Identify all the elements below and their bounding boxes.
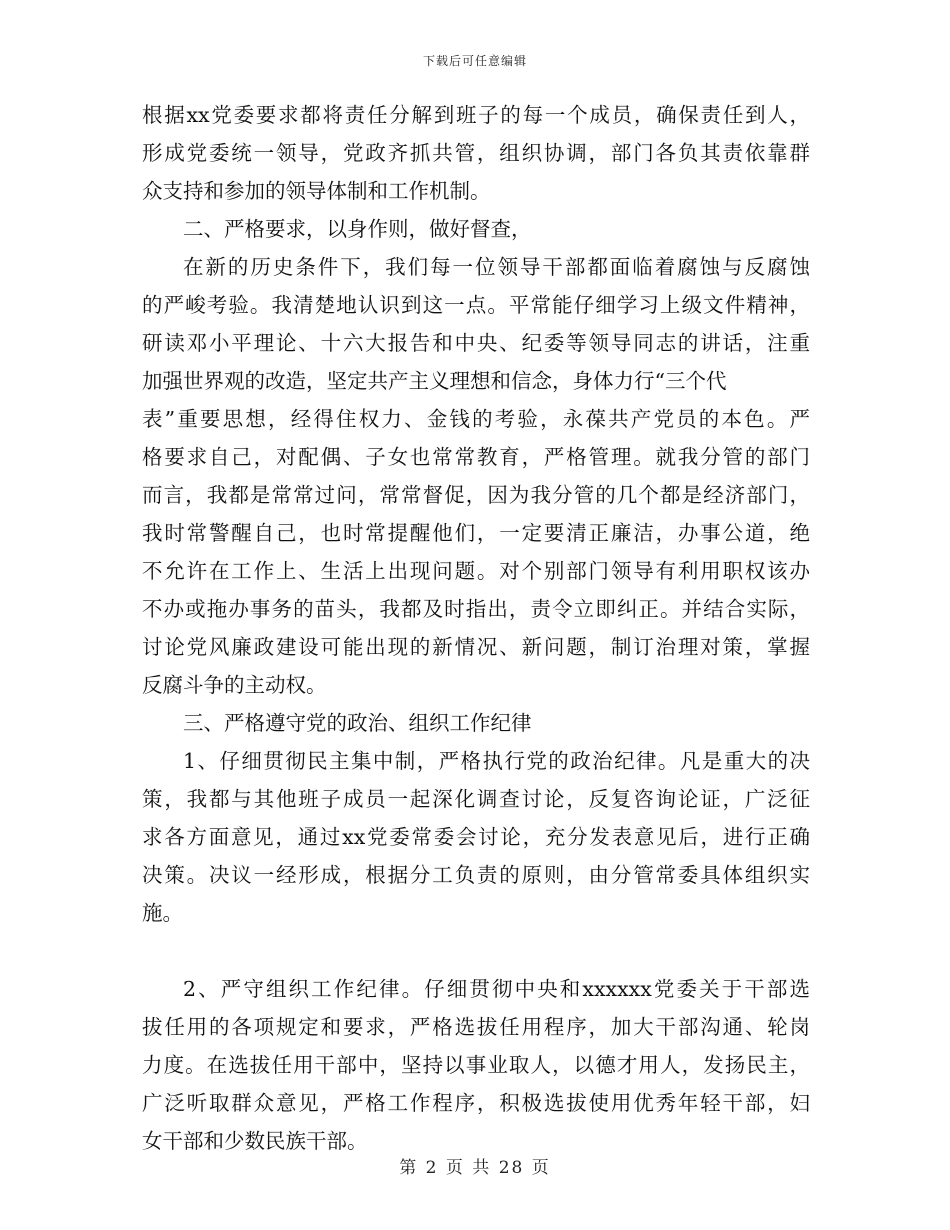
text-line: 三、严格遵守党的政治、组织工作纪律 [183,711,532,735]
text-line: 拔任用的各项规定和要求，严格选拔任用程序，加大干部沟通、轮岗 [142,1015,810,1039]
document-body [142,96,810,1160]
text-line: 的严峻考验。我清楚地认识到这一点。平常能仔细学习上级文件精神， [142,293,810,317]
text-line: 施。 [142,901,183,925]
text-line: 不允许在工作上、生活上出现问题。对个别部门领导有利用职权该办 [142,559,810,583]
text-line: 表”重要思想，经得住权力、金钱的考验，永葆共产党员的本色。严 [142,407,810,431]
text-line: 广泛听取群众意见，严格工作程序，积极选拔使用优秀年轻干部，妇 [142,1091,810,1115]
text-line: 1、仔细贯彻民主集中制，严格执行党的政治纪律。凡是重大的决 [183,749,810,773]
text-line [142,932,810,970]
text-line: 格要求自己，对配偶、子女也常常教育，严格管理。就我分管的部门 [142,445,810,469]
text-line: 讨论党风廉政建设可能出现的新情况、新问题，制订治理对策，掌握 [142,635,810,659]
text-line: 众支持和参加的领导体制和工作机制。 [142,179,491,203]
text-line: 力度。在选拔任用干部中，坚持以事业取人，以德才用人，发扬民主， [142,1053,810,1077]
text-line: 决策。决议一经形成，根据分工负责的原则，由分管常委具体组织实 [142,863,810,887]
text-line: 研读邓小平理论、十六大报告和中央、纪委等领导同志的讲话，注重 [142,331,810,355]
text-line: 形成党委统一领导，党政齐抓共管，组织协调，部门各负其责依靠群 [142,141,810,165]
page-number: 第 2 页 共 28 页 [399,1158,551,1178]
text-line: 加强世界观的改造，坚定共产主义理想和信念，身体力行“三个代 [142,369,727,393]
text-line: 反腐斗争的主动权。 [142,673,327,697]
text-line: 而言，我都是常常过问，常常督促，因为我分管的几个都是经济部门， [142,483,810,507]
text-line: 在新的历史条件下，我们每一位领导干部都面临着腐蚀与反腐蚀 [183,255,810,279]
text-line: 求各方面意见，通过xx党委常委会讨论，充分发表意见后，进行正确 [142,825,810,849]
text-line: 女干部和少数民族干部。 [142,1129,368,1153]
page-header: 下载后可任意编辑 [422,54,527,68]
text-line: 我时常警醒自己，也时常提醒他们，一定要清正廉洁，办事公道，绝 [142,521,810,545]
text-line: 不办或拖办事务的苗头，我都及时指出，责令立即纠正。并结合实际， [142,597,810,621]
text-line: 根据xx党委要求都将责任分解到班子的每一个成员，确保责任到人， [142,103,810,127]
text-line: 策，我都与其他班子成员一起深化调查讨论，反复咨询论证，广泛征 [142,787,810,811]
text-line: 二、严格要求，以身作则，做好督查， [183,217,532,241]
text-line: 2、严守组织工作纪律。仔细贯彻中央和xxxxxx党委关于干部选 [183,977,810,1001]
